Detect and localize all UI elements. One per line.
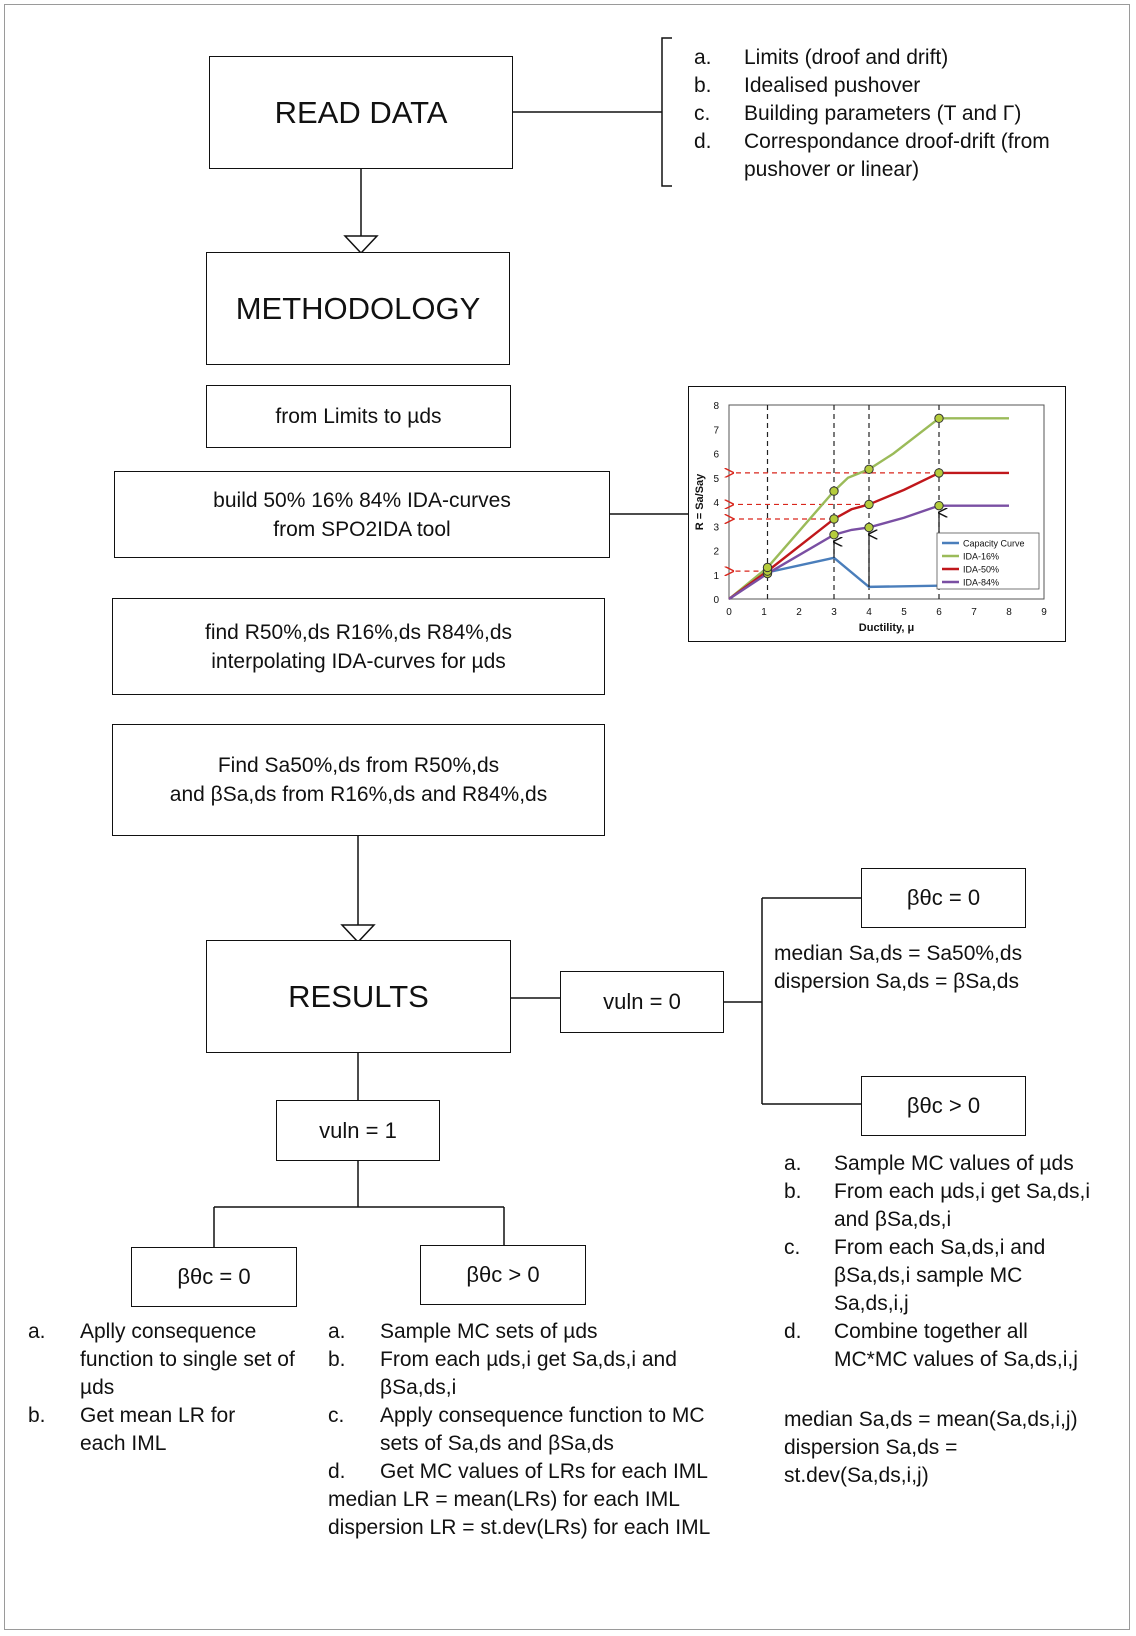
find-sa-line1: Find Sa50%,ds from R50%,ds — [217, 754, 500, 777]
right-beta-eq0-label: βθc = 0 — [906, 885, 981, 910]
read-data-item — [694, 128, 1064, 184]
x-tick-label: 6 — [936, 607, 942, 618]
item-label: b. — [784, 1180, 802, 1203]
y-tick-label: 1 — [713, 570, 719, 582]
data-marker — [935, 501, 943, 509]
right-gt0-item — [784, 1150, 1124, 1178]
item-text: Sample MC values of µds — [834, 1152, 1074, 1175]
right-gt0-text — [784, 1406, 1078, 1490]
x-tick-label: 4 — [866, 607, 872, 618]
right-gt0-item — [784, 1318, 1084, 1374]
left-beta-eq0-box — [131, 1247, 297, 1307]
read-data-bracket — [662, 38, 672, 186]
data-marker — [935, 469, 943, 477]
find-sa-box — [112, 724, 605, 836]
y-tick-label: 8 — [713, 401, 719, 412]
item-text: Idealised pushover — [744, 74, 921, 97]
left-gt0-item — [328, 1458, 768, 1486]
find-r-line1: find R50%,ds R16%,ds R84%,ds — [205, 620, 512, 644]
x-tick-label: 0 — [726, 607, 732, 618]
right-gt0-dispersion-value: st.dev(Sa,ds,i,j) — [784, 1464, 929, 1487]
item-label: a. — [328, 1320, 346, 1343]
right-beta-gt0-box — [861, 1076, 1026, 1136]
results-box — [206, 940, 511, 1053]
y-tick-label: 6 — [713, 449, 719, 461]
read-data-box — [209, 56, 513, 169]
vuln0-label: vuln = 0 — [603, 989, 681, 1014]
item-text: Get mean LR for each IML — [80, 1404, 236, 1455]
x-tick-label: 7 — [971, 607, 977, 618]
item-label: b. — [328, 1348, 346, 1371]
data-marker — [865, 465, 873, 473]
left-beta-gt0-label: βθc > 0 — [466, 1262, 540, 1287]
build-ida-line1: build 50% 16% 84% IDA-curves — [213, 488, 511, 512]
x-tick-label: 1 — [761, 607, 767, 618]
left-gt0-list — [328, 1318, 768, 1486]
left-gt0-text — [328, 1486, 710, 1542]
y-tick-label: 2 — [713, 546, 719, 558]
data-marker — [830, 487, 838, 495]
vuln1-box — [276, 1100, 440, 1161]
build-ida-box — [114, 471, 610, 558]
ida-chart — [688, 386, 1066, 642]
item-text: Aplly consequence function to single set of µds — [80, 1320, 295, 1399]
item-label: c. — [694, 102, 711, 125]
right-gt0-median: median Sa,ds = mean(Sa,ds,i,j) — [784, 1408, 1078, 1431]
item-label: a. — [694, 46, 712, 69]
right-gt0-item — [784, 1178, 1124, 1234]
left-gt0-item — [328, 1402, 710, 1458]
right-gt0-list — [784, 1150, 1124, 1374]
y-tick-label: 7 — [713, 425, 719, 437]
y-tick-label: 3 — [713, 522, 719, 534]
right-gt0-dispersion: dispersion Sa,ds = — [784, 1436, 958, 1459]
left-eq0-list — [28, 1318, 308, 1458]
legend-label: IDA-50% — [963, 564, 1000, 575]
left-gt0-median: median LR = mean(LRs) for each IML — [328, 1488, 680, 1511]
read-data-label: READ DATA — [274, 94, 448, 130]
item-label: a. — [28, 1320, 46, 1343]
left-beta-eq0-label: βθc = 0 — [177, 1264, 251, 1289]
legend-label: IDA-16% — [963, 551, 1000, 562]
item-text: From each µds,i get Sa,ds,i and βSa,ds,i — [834, 1180, 1091, 1231]
left-gt0-item — [328, 1346, 710, 1402]
left-beta-gt0-box — [420, 1245, 586, 1305]
right-eq0-text — [774, 940, 1022, 996]
item-text: Get MC values of LRs for each IML — [380, 1460, 708, 1483]
data-marker — [935, 414, 943, 422]
right-eq0-median: median Sa,ds = Sa50%,ds — [774, 942, 1023, 965]
left-eq0-item — [28, 1402, 260, 1458]
left-gt0-item — [328, 1318, 768, 1346]
item-label: b. — [28, 1404, 46, 1427]
results-label: RESULTS — [288, 978, 429, 1014]
x-tick-label: 2 — [796, 607, 802, 618]
item-label: a. — [784, 1152, 802, 1175]
read-data-item — [694, 72, 1114, 100]
left-gt0-dispersion: dispersion LR = st.dev(LRs) for each IML — [328, 1516, 711, 1539]
limits-to-mu-box — [206, 385, 511, 448]
data-marker — [830, 531, 838, 539]
item-label: d. — [328, 1460, 346, 1483]
x-tick-label: 9 — [1041, 607, 1047, 618]
limits-to-mu-label: from Limits to µds — [275, 405, 442, 428]
data-marker — [763, 563, 771, 571]
read-data-list — [694, 44, 1114, 184]
left-eq0-item — [28, 1318, 300, 1402]
data-marker — [830, 515, 838, 523]
methodology-label: METHODOLOGY — [235, 290, 481, 326]
x-tick-label: 5 — [901, 607, 907, 618]
item-label: d. — [694, 130, 712, 153]
ida-chart-svg — [689, 387, 1067, 643]
methodology-box — [206, 252, 510, 365]
y-tick-label: 0 — [713, 595, 719, 606]
data-marker — [865, 523, 873, 531]
item-text: Building parameters (T and Γ) — [744, 102, 1022, 125]
read-data-item — [694, 100, 1114, 128]
arrow-head-method — [345, 236, 377, 253]
item-text: Sample MC sets of µds — [380, 1320, 598, 1343]
find-sa-line2: and βSa,ds from R16%,ds and R84%,ds — [169, 783, 548, 806]
y-tick-label: 4 — [713, 498, 719, 509]
build-ida-line2: from SPO2IDA tool — [273, 517, 451, 541]
item-text: From each Sa,ds,i and βSa,ds,i sample MC Sa,ds,i,j — [834, 1236, 1046, 1315]
item-label: c. — [328, 1404, 345, 1427]
y-tick-label: 5 — [713, 473, 719, 485]
right-beta-gt0-label: βθc > 0 — [906, 1093, 981, 1118]
right-beta-eq0-box — [861, 868, 1026, 928]
x-tick-label: 8 — [1006, 607, 1012, 618]
item-label: c. — [784, 1236, 801, 1259]
item-label: d. — [784, 1320, 802, 1343]
vuln0-box — [560, 971, 724, 1033]
item-text: From each µds,i get Sa,ds,i and βSa,ds,i — [380, 1348, 677, 1399]
x-axis-label: Ductility, μ — [858, 622, 915, 634]
read-data-item — [694, 44, 1114, 72]
right-eq0-dispersion: dispersion Sa,ds = βSa,ds — [774, 970, 1019, 993]
find-r-line2: interpolating IDA-curves for µds — [211, 649, 506, 673]
x-tick-label: 3 — [831, 607, 837, 618]
vuln1-label: vuln = 1 — [319, 1117, 397, 1143]
item-label: b. — [694, 74, 712, 97]
item-text: Limits (droof and drift) — [744, 46, 949, 69]
right-gt0-item — [784, 1234, 1072, 1318]
item-text: Correspondance droof-drift (from pushover or linear) — [744, 130, 1050, 181]
find-r-box — [112, 598, 605, 695]
legend-label: IDA-84% — [963, 577, 1000, 588]
legend-label: Capacity Curve — [963, 538, 1025, 549]
y-axis-label: R = Sa/Say — [694, 473, 706, 531]
item-text: Apply consequence function to MC sets of Sa,ds and βSa,ds — [380, 1404, 705, 1455]
data-marker — [865, 500, 873, 508]
item-text: Combine together all MC*MC values of Sa,ds,i,j — [834, 1320, 1078, 1371]
